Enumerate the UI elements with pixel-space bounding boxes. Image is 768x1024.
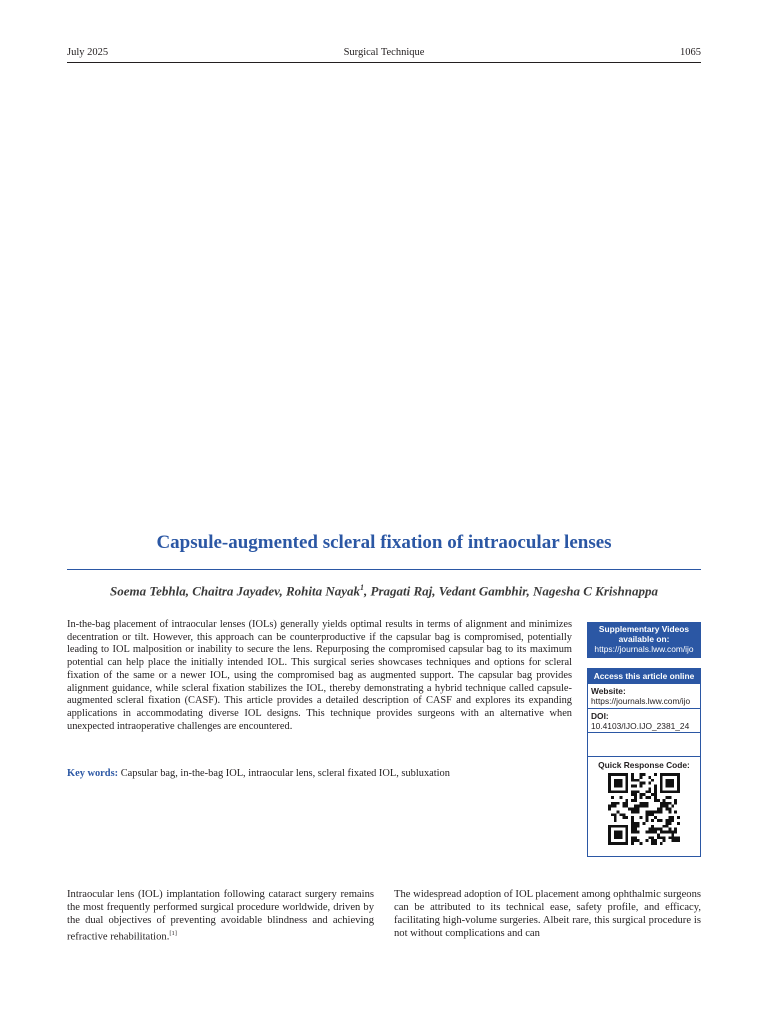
supplementary-heading: Supplementary Videos available on: [598, 624, 690, 644]
abstract: In-the-bag placement of intraocular lenses (IOLs) generally yields optimal results in terms of alignment and minimizes decentration or tilt. However, this approach can be counterproductive if the capsular bag is compromised, potentially leading to IOL malposition or inability to secure the lens. Repurposing the compromised capsular bag to its maximum potential can help place the initially intended IOL. This surgical series showcases techniques and options for scleral fixation of the same or a newer IOL, using the compromised bag as augmented support. The capsular bag provides alignment guidance, while scleral fixation stabilizes the IOL, thereby demonstrating a hybrid technique called capsule-augmented scleral fixation (CASF). This article provides a detailed description of CASF and explores its expanding applications in accommodating diverse IOL designs. This technique provides surgeons with an alternative when unexpected intraoperative challenges are encountered. [67, 619, 572, 732]
doi-label: DOI: [591, 711, 609, 721]
qr-section [588, 757, 700, 845]
keywords-text: Capsular bag, in-the-bag IOL, intraocular lens, scleral fixated IOL, subluxation [120, 768, 450, 779]
qr-code-icon[interactable] [608, 773, 680, 845]
authors-part-1: Soema Tebhla, Chaitra Jayadev, Rohita Nayak [109, 583, 360, 599]
affiliation-marker: 1 [360, 583, 364, 592]
running-header [67, 46, 701, 62]
page-number: 1065 [680, 47, 701, 58]
issue-date: July 2025 [67, 47, 109, 58]
website-row [588, 684, 700, 709]
citation-ref[interactable]: [1] [169, 930, 177, 938]
authors-part-2: , Pragati Raj, Vedant Gambhir, Nagesha C Krishnappa [364, 583, 659, 599]
qr-label: Quick Response Code: [598, 760, 690, 770]
supplementary-videos-box [587, 622, 701, 658]
body-left-text: Intraocular lens (IOL) implantation following cataract surgery remains the most frequently performed surgical procedure worldwide, driven by the dual objectives of preventing avoidable blindness and achieving refractive rehabilitation. [67, 889, 374, 943]
doi-link[interactable]: 10.4103/IJO.IJO_2381_24 [591, 721, 690, 731]
body-column-right: The widespread adoption of IOL placement among ophthalmic surgeons can be attributed to its technical ease, safety profile, and efficacy, facilitating high-volume surgeries. Albeit rare, this surgical procedure is not without complications and can [394, 889, 701, 940]
keywords [67, 767, 572, 780]
author-list [67, 579, 701, 600]
website-label: Website: [591, 686, 626, 696]
title-rule [67, 569, 701, 570]
article-title: Capsule-augmented scleral fixation of intraocular lenses [156, 532, 612, 553]
supplementary-link[interactable]: https://journals.lww.com/ijo [594, 644, 694, 654]
blank-row [588, 733, 700, 757]
section-name: Surgical Technique [343, 47, 425, 58]
doi-row [588, 709, 700, 733]
access-article-box [587, 668, 701, 857]
access-heading: Access this article online [588, 669, 700, 684]
body-column-left [67, 888, 374, 944]
keywords-label: Key words: [67, 768, 119, 779]
website-link[interactable]: https://journals.lww.com/ijo [591, 696, 691, 706]
header-rule [67, 62, 701, 63]
